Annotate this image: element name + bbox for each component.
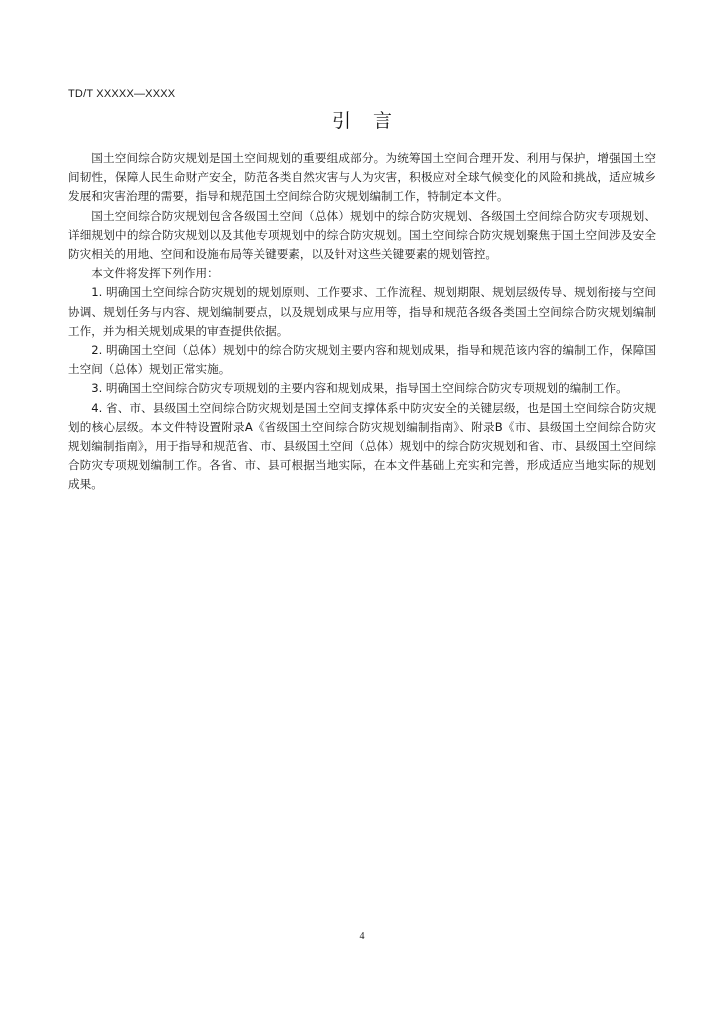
paragraph-role-1: 1. 明确国土空间综合防灾规划的规划原则、工作要求、工作流程、规划期限、规划层级传导、规划衔接与空间协调、规划任务与内容、规划编制要点，以及规划成果与应用等，指导和规范各级各类国土空间综合防灾规划编制工作，并为相关规划成果的审查提供依据。 [68,285,656,338]
paragraph-purpose: 国土空间综合防灾规划是国土空间规划的重要组成部分。为统筹国土空间合理开发、利用与保护，增强国土空间韧性，保障人民生命财产安全，防范各类自然灾害与人为灾害，积极应对全球气候变化的风险和挑战，适应城乡发展和灾害治理的需要，指导和规范国土空间综合防灾规划编制工作，特制定本文件。 [68,151,656,204]
page-number: 4 [359,931,365,942]
standard-code: TD/T XXXXX—XXXX [68,88,176,100]
paragraph-scope: 国土空间综合防灾规划包含各级国土空间（总体）规划中的综合防灾规划、各级国土空间综合防灾专项规划、详细规划中的综合防灾规划以及其他专项规划中的综合防灾规划。国土空间综合防灾规划聚焦于国土空间涉及安全防灾相关的用地、空间和设施布局等关键要素，以及针对这些关键要素的规划管控。 [68,208,656,262]
body-text [68,149,656,495]
paragraph-role-4: 4. 省、市、县级国土空间综合防灾规划是国土空间支撑体系中防灾安全的关键层级，也是国土空间综合防灾规划的核心层级。本文件特设置附录A《省级国土空间综合防灾规划编制指南》、附录B《市、县级国土空间综合防灾规划编制指南》，用于指导和规范省、市、县级国土空间（总体）规划中的综合防灾规划和省、市、县级国土空间综合防灾专项规划编制工作。各省、市、县可根据当地实际，在本文件基础上充实和完善，形成适应当地实际的规划成果。 [68,400,656,492]
paragraph-role-3: 3. 明确国土空间综合防灾专项规划的主要内容和规划成果，指导国土空间综合防灾专项规划的编制工作。 [91,381,628,396]
page-title: 引言 [331,110,414,132]
paragraph-role-2: 2. 明确国土空间（总体）规划中的综合防灾规划主要内容和规划成果，指导和规范该内容的编制工作，保障国土空间（总体）规划正常实施。 [68,343,656,377]
paragraph-roles-intro: 本文件将发挥下列作用： [91,266,219,281]
